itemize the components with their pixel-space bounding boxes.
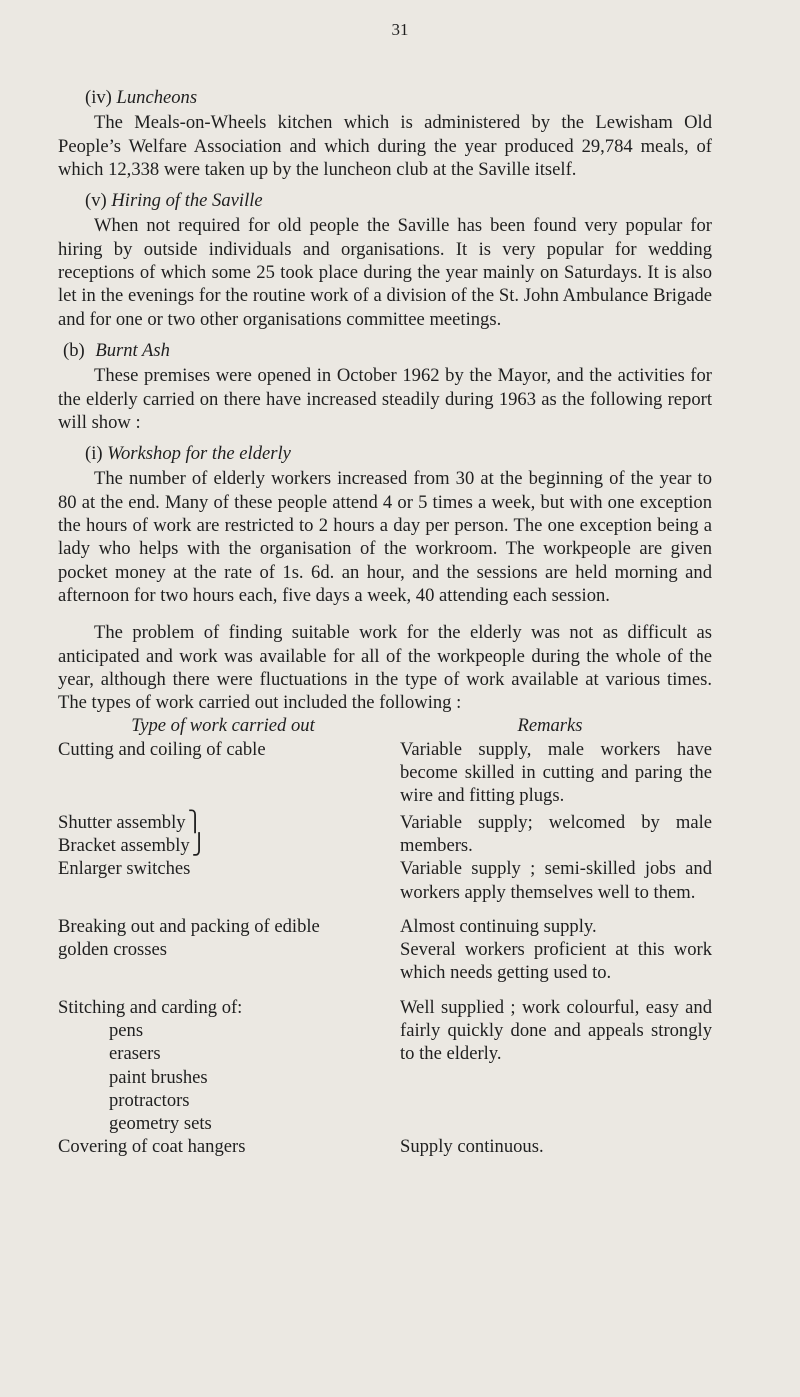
work-type-cell: Cutting and coiling of cable — [58, 738, 266, 760]
remarks-cell: Variable supply, male workers have become skilled in cutting and paring the wire and fitting plugs. — [400, 738, 712, 807]
remarks-cell: Almost continuing supply. — [400, 915, 597, 937]
paragraph-burnt-ash: These premises were opened in October 1962 by the Mayor, and the activities for the elderly carried on there have increased steadily during 1963 as the following report will show : — [58, 365, 712, 433]
work-type-cell — [58, 811, 400, 858]
stitching-label: Stitching and carding of: — [58, 996, 243, 1018]
brace-bottom-glyph: ⎭ — [191, 833, 207, 856]
section-title: Burnt Ash — [95, 339, 170, 361]
page-content — [58, 86, 712, 1159]
paragraph-hiring: When not required for old people the Saville has been found very popular for hiring by outside individuals and organisations. It is very popular for wedding receptions of which some 25 took place during the year mainly on Saturdays. It is also let in the evenings for the routine work of a division of the St. John Ambulance Brigade and for one or two other organisations committee meetings. — [58, 215, 712, 330]
remarks-cell: Variable supply ; semi-skilled jobs and workers apply themselves well to them. — [400, 858, 712, 903]
work-type-bracket: Bracket assembly — [58, 834, 190, 856]
work-type-cell — [58, 996, 400, 1136]
table-row — [58, 996, 712, 1136]
work-type-cell: golden crosses — [58, 939, 167, 961]
list-item: erasers — [109, 1043, 161, 1065]
table-row — [58, 938, 712, 985]
section-title: Workshop for the elderly — [107, 443, 291, 465]
section-number: (i) — [85, 443, 103, 465]
section-heading-hiring — [58, 189, 712, 212]
list-item: geometry sets — [109, 1113, 212, 1135]
list-item: protractors — [109, 1089, 190, 1111]
paragraph-workshop-2: The problem of finding suitable work for the elderly was not as difficult as anticipated and work was available for all of the workpeople during the whole of the year, although there were fluctuations in the type of work available at various times. The types of work carried out included the following : — [58, 622, 712, 714]
remarks-cell: Several workers proficient at this work which needs getting used to. — [400, 939, 712, 984]
list-item: pens — [109, 1019, 144, 1041]
section-heading-burnt-ash — [58, 339, 712, 362]
work-type-cell: Covering of coat hangers — [58, 1136, 246, 1158]
header-type-of-work: Type of work carried out — [131, 715, 315, 737]
section-number: (b) — [63, 339, 85, 361]
section-title: Hiring of the Saville — [111, 190, 263, 212]
remarks-cell: Supply continuous. — [400, 1136, 544, 1158]
work-type-cell: Breaking out and packing of edible — [58, 915, 320, 937]
table-row — [58, 857, 712, 904]
section-number: (iv) — [85, 87, 112, 108]
paragraph-luncheons: The Meals-on-Wheels kitchen which is administered by the Lewisham Old People’s Welfare Association and which during the year produced 29,784 meals, of which 12,338 were taken up by the luncheon club at the Saville itself. — [58, 112, 712, 180]
section-title: Luncheons — [116, 87, 198, 108]
section-heading-luncheons — [58, 86, 712, 109]
remarks-cell: Well supplied ; work colourful, easy and fairly quickly done and appeals strongly to the elderly. — [400, 996, 712, 1065]
section-heading-workshop — [58, 442, 712, 465]
list-item: paint brushes — [109, 1066, 208, 1088]
section-number: (v) — [85, 190, 107, 212]
table-row — [58, 915, 712, 938]
table-row — [58, 1135, 712, 1158]
header-remarks: Remarks — [517, 715, 583, 737]
work-table — [58, 714, 712, 1158]
remarks-cell: Variable supply; welcomed by male members. — [400, 811, 712, 856]
paragraph-workshop-1: The number of elderly workers increased from 30 at the beginning of the year to 80 at the end. Many of these people attend 4 or 5 times a week, but with one exception the hours of work are restricted to 2 hours a day per person. The one exception being a lady who helps with the organisation of the workroom. The workpeople are given pocket money at the rate of 1s. 6d. an hour, and the sessions are held morning and afternoon for two hours each, five days a week, 40 attending each session. — [58, 468, 712, 606]
page-number: 31 — [391, 20, 409, 39]
brace-top-glyph: ⎫ — [187, 810, 203, 833]
table-row — [58, 811, 712, 858]
table-row — [58, 738, 712, 808]
table-header — [58, 714, 712, 737]
work-type-cell: Enlarger switches — [58, 858, 191, 880]
work-type-shutter: Shutter assembly — [58, 811, 186, 833]
